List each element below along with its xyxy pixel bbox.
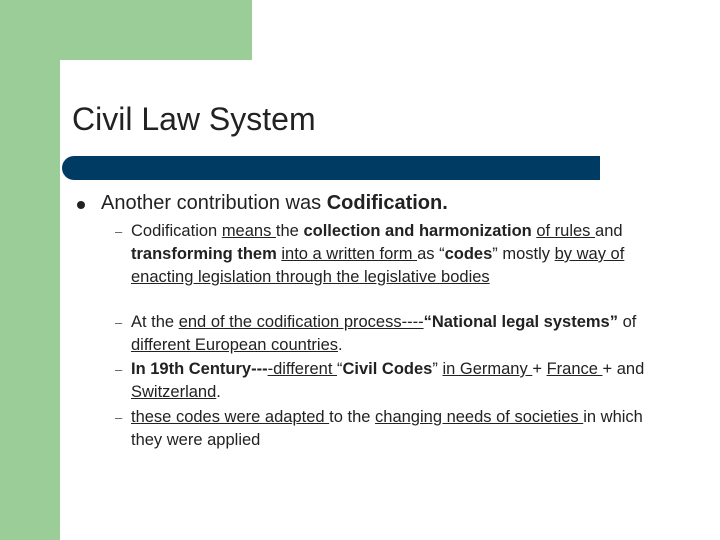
text-segment: + and (602, 360, 645, 378)
sub-bullet-text (131, 360, 644, 401)
sub-bullet-2 (115, 311, 671, 357)
bullet-dot-icon (77, 201, 85, 209)
text-segment: of rules (536, 222, 596, 240)
text-segment: changing needs of societies (375, 408, 584, 426)
text-segment: . (338, 336, 343, 354)
text-segment: . (216, 383, 221, 401)
text-segment: “ (337, 360, 343, 378)
text-segment: codes (444, 245, 493, 263)
text-segment: ” (432, 360, 443, 378)
text-segment: of (618, 313, 637, 331)
slide-title: Civil Law System (72, 101, 316, 137)
green-frame-top (0, 0, 252, 60)
dash-marker: – (115, 362, 123, 377)
text-segment: transforming them (131, 245, 277, 263)
dash-marker: – (115, 315, 123, 330)
text-segment: At the (131, 313, 179, 331)
text-segment: ” mostly (492, 245, 555, 263)
green-frame-left (0, 0, 60, 540)
dash-marker: – (115, 224, 123, 239)
sub-bullet-text (131, 408, 643, 449)
text-segment: and (595, 222, 623, 240)
main-bullet-text (101, 191, 701, 215)
dash-marker: – (115, 410, 123, 425)
sub-bullet-3 (115, 358, 671, 404)
text-segment: collection and harmonization (303, 222, 532, 240)
text-segment: France (546, 360, 603, 378)
sub-bullet-text (131, 313, 636, 354)
text-segment: means (221, 222, 276, 240)
text-segment: in Germany (442, 360, 533, 378)
text-segment: Switzerland (131, 383, 217, 401)
main-bullet-plain: Another contribution was (101, 192, 327, 214)
text-segment: as “ (417, 245, 445, 263)
text-segment: + (532, 360, 547, 378)
text-segment: different European countries (131, 336, 338, 354)
text-segment: the (275, 222, 304, 240)
sub-bullet-text (131, 222, 624, 286)
title-underline-bar (62, 156, 600, 180)
text-segment: end of the codification process---- (178, 313, 424, 331)
text-segment: these codes were adapted (131, 408, 330, 426)
sub-bullet-1 (115, 220, 671, 289)
text-segment: into a written form (281, 245, 418, 263)
text-segment: by way of enacting legislation through the legislative bodies (131, 245, 625, 286)
text-segment: “National legal systems” (423, 313, 618, 331)
text-segment: Civil Codes (342, 360, 433, 378)
text-segment: -different (267, 360, 337, 378)
text-segment: Codification (131, 222, 222, 240)
sub-bullet-4 (115, 406, 671, 452)
text-segment: In 19th Century--- (131, 360, 268, 378)
text-segment: to the (329, 408, 376, 426)
main-bullet-bold: Codification. (326, 192, 448, 214)
text-segment: in which they were applied (131, 408, 643, 449)
